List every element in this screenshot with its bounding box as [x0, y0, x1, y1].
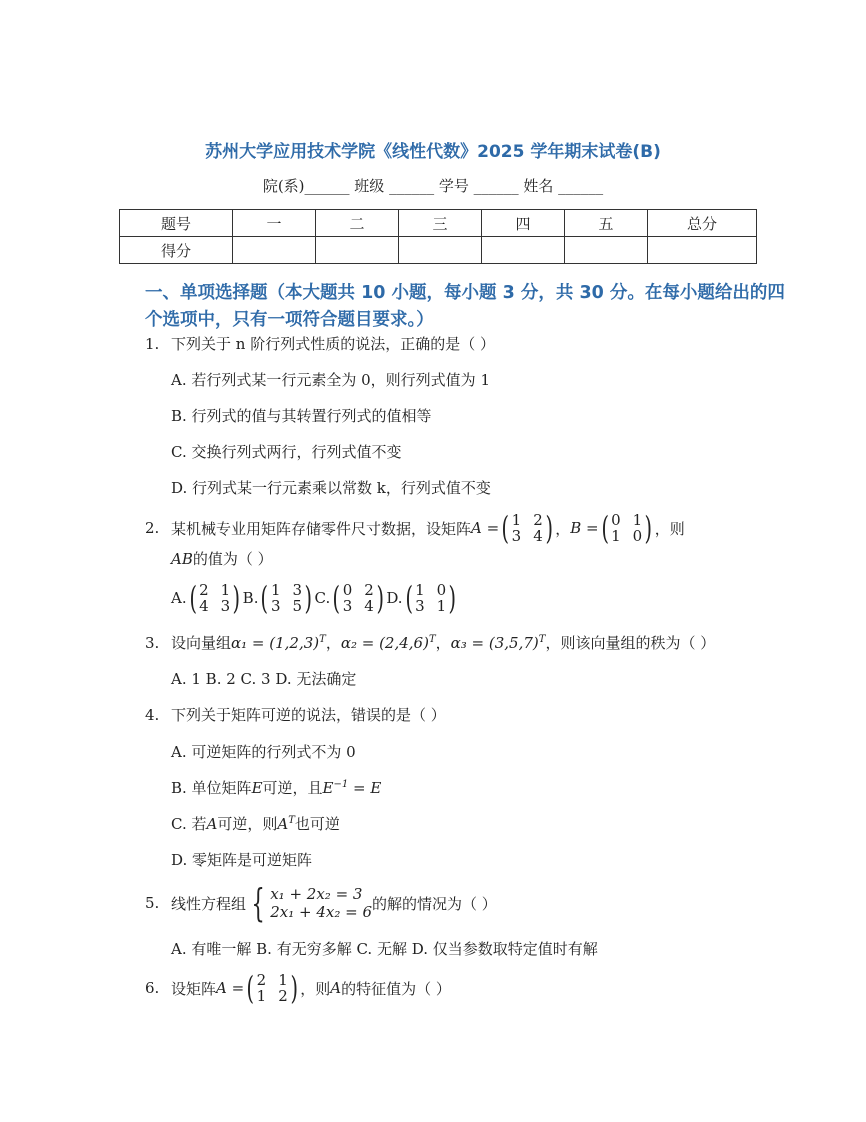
score-input-cell [565, 237, 648, 264]
section-heading: 一、单项选择题（本大题共 10 小题，每小题 3 分，共 30 分。在每小题给出的四个选项中，只有一项符合题目要求。） [145, 283, 785, 330]
question-6: 6. 设矩阵 A = ( 2 1 1 2 ) ，则 A 的特征值为（ ） [145, 969, 451, 1007]
question-stem: 某机械专业用矩阵存储零件尺寸数据，设矩阵 [171, 519, 472, 538]
q2-option-b-matrix: ( 1 3 3 5 ) [260, 579, 313, 617]
q2-line2: AB的值为（ ） [171, 550, 273, 568]
score-input-cell [233, 237, 316, 264]
q5-options: A. 有唯一解 B. 有无穷多解 C. 无解 D. 仅当参数取特定值时有解 [171, 940, 598, 958]
question-number: 3. [145, 634, 160, 652]
question-number: 2. [145, 519, 160, 537]
question-4: 4. 下列关于矩阵可逆的说法，错误的是（ ） [145, 706, 446, 724]
score-cell: 题号 [120, 210, 233, 237]
equation-system: { x₁ + 2x₂ = 3 2x₁ + 4x₂ = 6 [251, 881, 372, 925]
q3-options: A. 1 B. 2 C. 3 D. 无法确定 [171, 670, 357, 688]
question-stem: 下列关于 n 阶行列式性质的说法，正确的是（ ） [171, 335, 495, 353]
matrix-a-label: A = [471, 519, 500, 537]
matrix-a: ( 2 1 1 2 ) [246, 969, 298, 1007]
question-number: 5. [145, 894, 160, 912]
score-input-cell [316, 237, 399, 264]
q1-option-c: C. 交换行列式两行，行列式值不变 [171, 443, 402, 461]
q2-option-a-matrix: ( 2 1 4 3 ) [189, 579, 241, 617]
q4-option-b: B. 单位矩阵E可逆，且$E^{-1} = E$ [171, 779, 382, 797]
score-cell: 三 [399, 210, 482, 237]
question-1 [145, 333, 495, 354]
student-info-line: 院(系)______ 班级 ______ 学号 ______ 姓名 ______ [262, 177, 604, 195]
score-input-cell [648, 237, 757, 264]
question-2: 2. 某机械专业用矩阵存储零件尺寸数据，设矩阵 A = ( 1 2 3 4 ) ， B = ( 0 1 1 0 ) ，则 [145, 509, 685, 547]
matrix-b-label: B = [570, 519, 599, 537]
score-cell: 总分 [648, 210, 757, 237]
score-cell: 二 [316, 210, 399, 237]
score-cell: 四 [482, 210, 565, 237]
question-number: 4. [145, 706, 160, 724]
q2-option-c-matrix: ( 0 2 3 4 ) [332, 579, 384, 617]
q4-option-c: C. 若A可逆，则$A^T$也可逆 [171, 815, 340, 833]
q2-options: A. ( 2 1 4 3 ) B. ( 1 3 3 5 ) C. ( 0 2 3 4 ) D. ( 1 0 3 1 ) [171, 582, 459, 614]
score-cell: 五 [565, 210, 648, 237]
score-input-cell [399, 237, 482, 264]
q2-option-d-matrix: ( 1 0 3 1 ) [405, 579, 457, 617]
exam-title: 苏州大学应用技术学院《线性代数》2025 学年期末试卷(B) [205, 142, 661, 162]
score-cell: 一 [233, 210, 316, 237]
question-5: 5. 线性方程组 { x₁ + 2x₂ = 3 2x₁ + 4x₂ = 6 的解的情况为（ ） [145, 881, 497, 925]
score-table-score-row [120, 237, 757, 264]
q1-option-a: A. 若行列式某一行元素全为 0，则行列式值为 1 [171, 371, 490, 389]
q1-option-b: B. 行列式的值与其转置行列式的值相等 [171, 407, 432, 425]
question-number: 6. [145, 979, 160, 997]
question-number: 1. [145, 335, 160, 353]
score-table-header-row [120, 210, 757, 237]
q1-option-d: D. 行列式某一行元素乘以常数 k，行列式值不变 [171, 479, 491, 497]
question-3: 3. 设向量组$\alpha_1 = (1,2,3)^T$，$\alpha_2 = (2,4,6)^T$，$\alpha_3 = (3,5,7)^T$，则该向量组的秩为（ ） [145, 634, 716, 652]
score-input-cell [482, 237, 565, 264]
matrix-a: ( 1 2 3 4 ) [501, 509, 553, 547]
q4-option-a: A. 可逆矩阵的行列式不为 0 [171, 743, 356, 761]
q4-option-d: D. 零矩阵是可逆矩阵 [171, 851, 313, 869]
matrix-b: ( 0 1 1 0 ) [601, 509, 653, 547]
score-table [119, 209, 757, 264]
score-cell: 得分 [120, 237, 233, 264]
